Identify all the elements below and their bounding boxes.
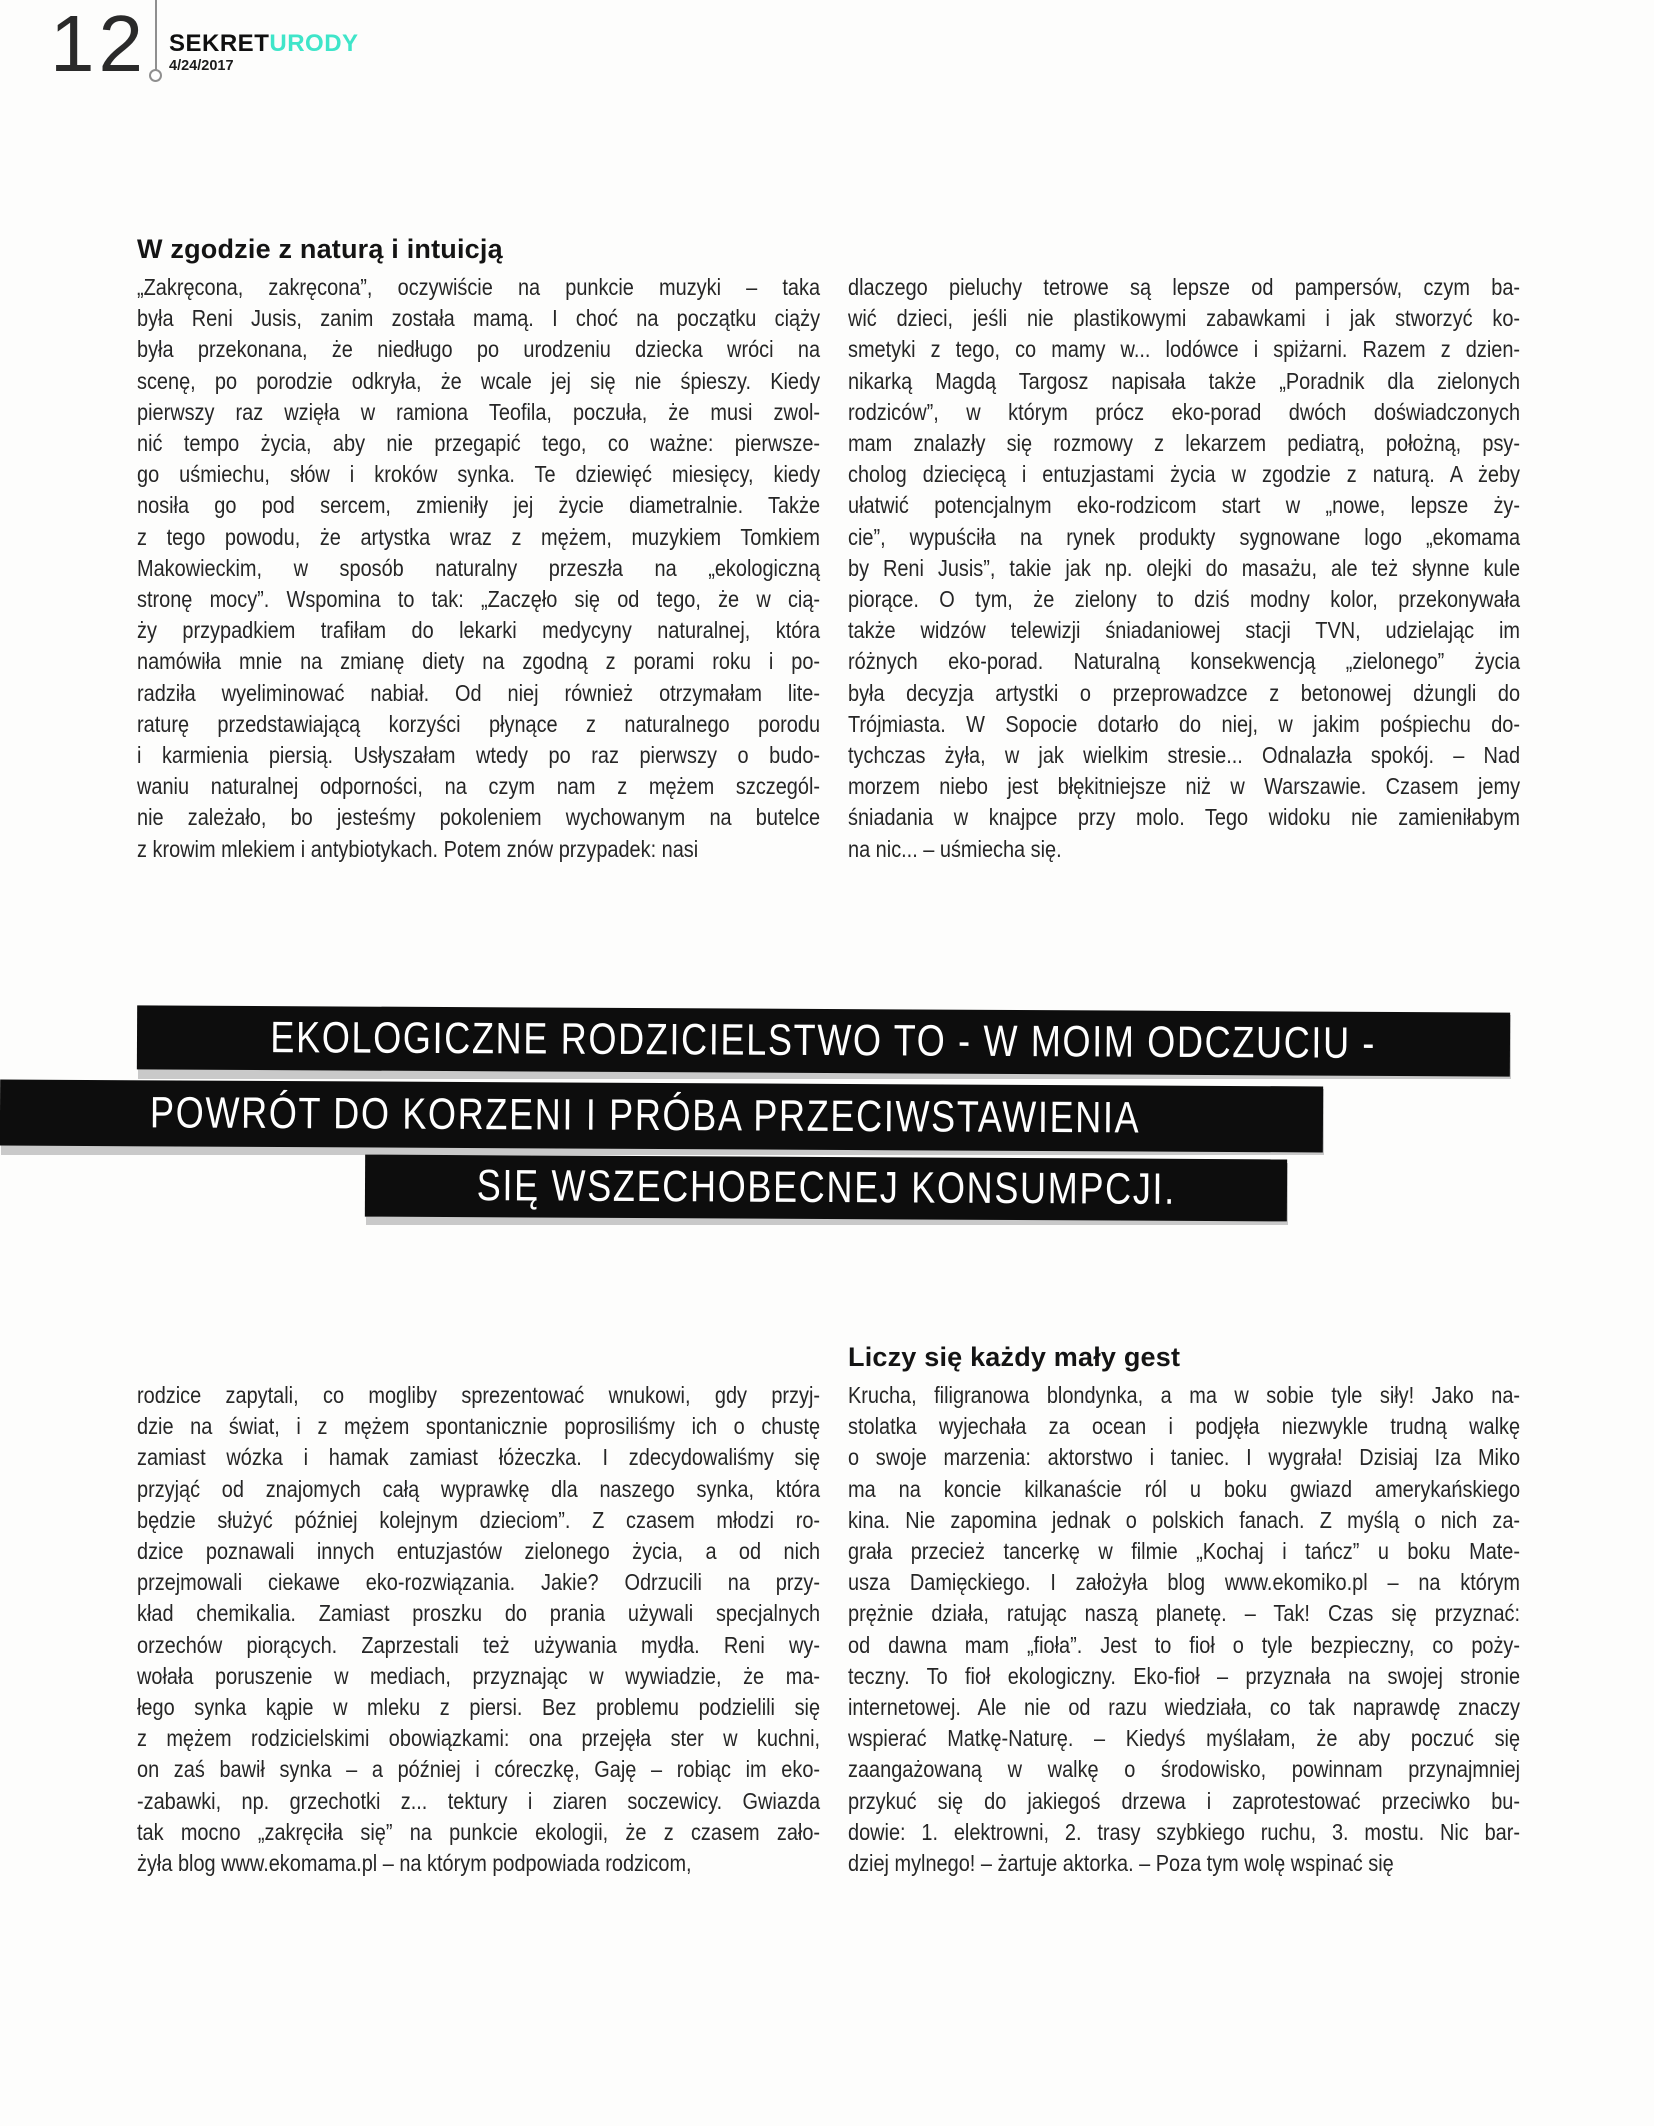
text-line: przykuć się do jakiegoś drzewa i zaprotestować przeciwko bu- [848,1787,1521,1814]
article-text-block [848,272,1520,865]
text-line: śniadania w knajpce przy molo. Tego widoku nie zamieniłabym [848,804,1521,831]
text-line: namówiła mnie na zmianę diety na zgodną z porami roku i po- [137,648,821,675]
header-vertical-rule [155,0,157,72]
logo-text-sekret: SEKRET [169,30,270,57]
text-line: kład chemikalia. Zamiast proszku do prania używali specjalnych [137,1600,821,1627]
text-line: smetyki z tego, co mamy w... lodówce i spiżarni. Razem z dzien- [848,336,1521,363]
text-line: ma na koncie kilkanaście ról u boku gwiazd amerykańskiego [848,1475,1521,1502]
quote-line-3: SIĘ WSZECHOBECNEJ KONSUMPCJI. [476,1161,1176,1214]
bottom-right-column [848,1340,1520,1879]
text-line: „Zakręcona, zakręcona”, oczywiście na punkcie muzyki – taka [137,274,821,300]
section-heading-nature: W zgodzie z naturą i intuicją [137,234,503,264]
page-number: 12 [50,0,147,88]
text-line: morzem niebo jest błękitniejsze niż w Warszawie. Czasem jemy [848,773,1521,800]
text-line: dzie na świat, i z mężem spontanicznie poprosiliśmy ich o chustę [137,1413,821,1440]
text-line: wołała poruszenie w mediach, przyznając w wywiadzie, że ma- [137,1662,821,1689]
article-text-block [137,272,820,865]
magazine-brand [169,31,359,74]
text-line: on zaś bawił synka – a później i córeczkę, Gaję – robiąc im eko- [137,1756,821,1783]
text-line: przyjąć od znajomych całą wyprawkę dla naszego synka, która [137,1475,821,1502]
text-line: Makowieckim, w sposób naturalny przeszła na „ekologiczną [137,554,821,581]
bottom-left-column [137,1340,820,1879]
text-line: radziła wyeliminować nabiał. Od niej również otrzymałam lite- [137,679,821,706]
quote-bar-3 [365,1157,1287,1219]
article-top-section [137,232,1520,865]
logo-text-urody: URODY [269,30,359,57]
text-line: żyła blog www.ekomama.pl – na którym podpowiada rodzicom, [137,1850,692,1877]
text-line: piorące. O tym, że zielony to dziś modny kolor, przekonywała [848,586,1521,613]
text-line: od dawna mam „fioła”. Jest to fioł o tyle bezpieczny, co poży- [848,1631,1521,1658]
text-line: wić dzieci, jeśli nie plastikowymi zabawkami i jak stworzyć ko- [848,305,1521,332]
text-line: cholog dziecięcą i entuzjastami życia w zgodzie z naturą. A żeby [848,461,1521,488]
text-line: Krucha, filigranowa blondynka, a ma w sobie tyle siły! Jako na- [848,1382,1521,1408]
text-line: rodzice zapytali, co mogliby sprezentować wnukowi, gdy przyj- [137,1382,821,1408]
text-line: o swoje marzenia: aktorstwo i taniec. I wygrała! Dzisiaj Iza Miko [848,1444,1521,1471]
text-line: nikarką Magdą Targosz napisała także „Poradnik dla zielonych [848,367,1521,394]
text-line: dlaczego pieluchy tetrowe są lepsze od pampersów, czym ba- [848,274,1521,300]
text-line: była przekonana, że niedługo po urodzeniu dziecka wróci na [137,336,821,363]
text-line: raturę przedstawiającą korzyści płynące z naturalnego porodu [137,710,821,737]
magazine-logo [169,31,359,57]
quote-bar-2 [0,1083,1323,1149]
text-line: usza Damięckiego. I założyła blog www.ekomiko.pl – na którym [848,1569,1521,1596]
text-line: różnych eko-porad. Naturalną konsekwencją „zielonego” życia [848,648,1521,675]
text-line: dziej mylnego! – żartuje aktorka. – Poza tym wolę wspinać się [848,1850,1394,1877]
text-line: stronę mocy”. Wspomina to tak: „Zaczęło się od tego, że w cią- [137,586,821,613]
pull-quote-banner [0,1009,1654,1221]
text-line: ży przypadkiem trafiłam do lekarki medycyny naturalnej, która [137,617,821,644]
text-line: ułatwić potencjalnym eko-rodzicom start w „nowe, lepsze ży- [848,492,1521,519]
text-line: kina. Nie zapomina jednak o polskich fanach. Z myślą o nich za- [848,1506,1521,1533]
text-line: przejmowali ciekawe eko-rozwiązania. Jakie? Odrzucili na przy- [137,1569,821,1596]
text-line: tychczas żyła, w jak wielkim stresie... Odnalazła spokój. – Nad [848,742,1521,769]
text-line: pierwszy raz wzięła w ramiona Teofila, poczuła, że musi zwol- [137,398,821,425]
quote-bar-face [365,1155,1287,1222]
article-text-block [848,1380,1520,1879]
quote-bar-face [0,1080,1323,1153]
text-line: zamiast wózka i hamak zamiast łóżeczka. I zdecydowaliśmy się [137,1444,821,1471]
section-heading-gest: Liczy się każdy mały gest [848,1342,1181,1372]
text-line: nie zależało, bo jesteśmy pokoleniem wychowanym na butelce [137,804,821,831]
top-left-column [137,232,820,865]
text-line: rodziców”, w którym prócz eko-porad dwóch doświadczonych [848,398,1521,425]
text-line: Trójmiasta. W Sopocie dotarło do niej, w jakim pośpiechu do- [848,710,1521,737]
text-line: dowie: 1. elektrowni, 2. trasy szybkiego ruchu, 3. mostu. Nic bar- [848,1818,1521,1845]
text-line: wspierać Matkę-Naturę. – Kiedyś myślałam, że aby poczuć się [848,1725,1521,1752]
text-line: internetowej. Ale nie od razu wiedziała, co tak naprawdę znaczy [848,1694,1521,1721]
article-text-block [137,1380,820,1879]
text-line: z krowim mlekiem i antybiotykach. Potem znów przypadek: nasi [137,835,699,862]
text-line: także widzów telewizji śniadaniowej stacji TVN, udzielając im [848,617,1521,644]
text-line: nić tempo życia, aby nie przegapić tego, co ważne: pierwsze- [137,430,821,457]
text-line: zaangażowaną w walkę o środowisko, powinnam przynajmniej [848,1756,1521,1783]
text-line: mam znalazły się rozmowy z lekarzem pediatrą, położną, psy- [848,430,1521,457]
text-line: -zabawki, np. grzechotki z... tektury i ziaren soczewicy. Gwiazda [137,1787,821,1814]
quote-bar-1 [137,1009,1510,1073]
text-line: tak mocno „zakręciła się” na punkcie ekologii, że z czasem zało- [137,1818,821,1845]
text-line: dzice poznawali innych entuzjastów zielonego życia, a od nich [137,1538,821,1565]
top-right-column [848,232,1520,865]
text-line: i karmienia piersią. Usłyszałam wtedy po raz pierwszy o budo- [137,742,821,769]
text-line: prężnie działa, ratując naszą planetę. – Tak! Czas się przyznać: [848,1600,1521,1627]
text-line: z mężem rodzicielskimi obowiązkami: ona przejęła ster w kuchni, [137,1725,821,1752]
quote-bar-face [137,1005,1510,1076]
text-line: stolatka wyjechała za ocean i podjęła niezwykle trudną walkę [848,1413,1521,1440]
text-line: była Reni Jusis, zanim została mamą. I choć na początku ciąży [137,305,821,332]
header-rule-dot [149,69,162,82]
text-line: grała przecież tancerkę w filmie „Kochaj i tańcz” u boku Mate- [848,1538,1521,1565]
text-line: orzechów piorących. Zaprzestali też używania mydła. Reni wy- [137,1631,821,1658]
text-line: waniu naturalnej odporności, na czym nam z mężem szczegól- [137,773,821,800]
text-line: teczny. To fioł ekologiczny. Eko-fioł – przyznała na swojej stronie [848,1662,1521,1689]
article-bottom-section [137,1340,1520,1879]
text-line: scenę, po porodzie odkryła, że wcale jej się nie śpieszy. Kiedy [137,367,821,394]
text-line: cie”, wypuściła na rynek produkty sygnowane logo „ekomama [848,523,1521,550]
issue-date: 4/24/2017 [169,58,234,74]
text-line: nosiła go pod sercem, zmieniły jej życie diametralnie. Także [137,492,821,519]
text-line: go uśmiechu, słów i kroków synka. Te dziewięć miesięcy, kiedy [137,461,821,488]
text-line: z tego powodu, że artystka wraz z mężem, muzykiem Tomkiem [137,523,821,550]
text-line: by Reni Jusis”, takie jak np. olejki do masażu, ale też słynne kule [848,554,1521,581]
text-line: będzie służyć później kolejnym dzieciom”. Z czasem młodzi ro- [137,1506,821,1533]
text-line: była decyzja artystki o przeprowadzce z betonowej dżungli do [848,679,1521,706]
text-line: na nic... – uśmiecha się. [848,835,1062,862]
quote-line-1: EKOLOGICZNE RODZICIELSTWO TO - W MOIM ODCZUCIU - [270,1013,1377,1068]
quote-line-2: POWRÓT DO KORZENI I PRÓBA PRZECIWSTAWIENIA [149,1088,1141,1143]
text-line: łego synka kąpie w mleku z piersi. Bez problemu podzielili się [137,1694,821,1721]
